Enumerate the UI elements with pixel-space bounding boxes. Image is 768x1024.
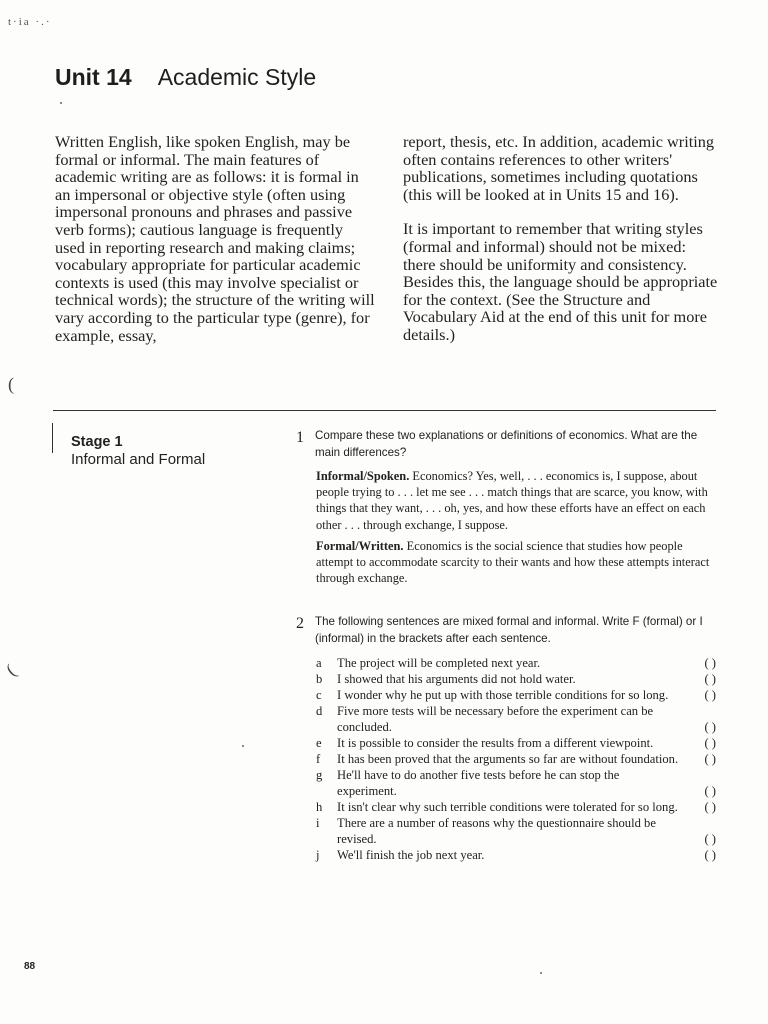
stage-heading bbox=[71, 433, 205, 469]
intro-paragraph-right-2: It is important to remember that writing styles (formal and informal) should not be mixed: there should be uniformity and consistency. Besides this, the language should be appropriate for the context. (See the Structure and Vocabulary Aid at the end of this unit for more details.) bbox=[403, 219, 718, 344]
list-item bbox=[316, 671, 716, 687]
stage-title: Stage 1 bbox=[71, 434, 123, 450]
answer-bracket[interactable]: ( ) bbox=[704, 672, 716, 686]
answer-bracket[interactable]: ( ) bbox=[704, 800, 716, 814]
item-text: The project will be completed next year. bbox=[337, 656, 541, 670]
answer-bracket[interactable]: ( ) bbox=[704, 656, 716, 670]
intro-paragraph-left: Written English, like spoken English, may be formal or informal. The main features of academic writing are as follows: it is formal in an impersonal or objective style (often using impersonal pronouns and phrases and passive verb forms); cautious language is frequently used in reporting research and making claims; vocabulary appropriate for particular academic contexts is used (this may involve specialist or technical words); the structure of the writing will vary according to the particular type (genre), for example, essay, bbox=[55, 132, 375, 345]
informal-label: Informal/Spoken. bbox=[316, 469, 410, 483]
list-item bbox=[316, 799, 716, 815]
answer-bracket[interactable]: ( ) bbox=[704, 832, 716, 846]
speck bbox=[540, 972, 542, 974]
item-text: There are a number of reasons why the questionnaire should be revised. bbox=[337, 816, 656, 846]
answer-bracket[interactable]: ( ) bbox=[704, 784, 716, 798]
list-item bbox=[316, 815, 716, 847]
speck bbox=[242, 745, 244, 747]
exercise-1-texts bbox=[316, 468, 718, 591]
item-text: It isn't clear why such terrible conditions were tolerated for so long. bbox=[337, 800, 678, 814]
item-letter: f bbox=[316, 752, 321, 766]
answer-bracket[interactable]: ( ) bbox=[704, 752, 716, 766]
item-text: I wonder why he put up with those terrible conditions for so long. bbox=[337, 688, 669, 702]
section-divider bbox=[53, 410, 716, 411]
margin-bracket-mark: ( bbox=[8, 374, 14, 394]
answer-bracket[interactable]: ( ) bbox=[704, 848, 716, 862]
page-number: 88 bbox=[24, 961, 36, 972]
item-letter: j bbox=[316, 848, 320, 862]
item-letter: i bbox=[316, 816, 320, 830]
exercise-2-instruction: The following sentences are mixed formal and informal. Write F (formal) or I (informal) in the brackets after each sentence. bbox=[315, 615, 703, 645]
formal-definition bbox=[316, 538, 718, 587]
stage-side-bar bbox=[52, 423, 53, 453]
speck bbox=[60, 102, 62, 104]
item-letter: d bbox=[316, 704, 323, 718]
formal-label: Formal/Written. bbox=[316, 538, 404, 553]
list-item bbox=[316, 767, 716, 799]
exercise-2-number: 2 bbox=[296, 615, 304, 632]
item-text: It is possible to consider the results from a different viewpoint. bbox=[337, 736, 654, 750]
scan-marks: t·ia ·.· bbox=[8, 16, 52, 28]
answer-bracket[interactable]: ( ) bbox=[704, 720, 716, 734]
item-letter: c bbox=[316, 688, 322, 702]
intro-column-right bbox=[403, 133, 721, 361]
item-text: Five more tests will be necessary before the experiment can be concluded. bbox=[337, 704, 654, 734]
intro-column-left bbox=[55, 133, 375, 361]
list-item bbox=[316, 703, 716, 735]
item-text: I showed that his arguments did not hold water. bbox=[337, 672, 576, 686]
exercise-1-instruction: Compare these two explanations or definitions of economics. What are the main differences? bbox=[315, 429, 698, 459]
item-text: He'll have to do another five tests before he can stop the experiment. bbox=[337, 768, 620, 798]
item-text: We'll finish the job next year. bbox=[337, 848, 485, 862]
stage-subtitle: Informal and Formal bbox=[71, 451, 206, 468]
formal-text: Economics is the social science that studies how people attempt to accommodate scarcity to their wants and how these attempts interact through exchange. bbox=[316, 538, 710, 586]
informal-definition bbox=[316, 468, 718, 533]
list-item bbox=[316, 655, 716, 671]
intro-paragraph-right-1: report, thesis, etc. In addition, academic writing often contains references to other writers' publications, sometimes including quotations (this will be looked at in Units 15 and 16). bbox=[403, 132, 715, 204]
item-letter: b bbox=[316, 672, 323, 686]
unit-heading bbox=[55, 64, 316, 91]
list-item bbox=[316, 735, 716, 751]
margin-hook-mark: ( bbox=[1, 660, 20, 680]
unit-number: Unit 14 bbox=[55, 64, 132, 90]
list-item bbox=[316, 847, 716, 863]
answer-bracket[interactable]: ( ) bbox=[704, 688, 716, 702]
answer-bracket[interactable]: ( ) bbox=[704, 736, 716, 750]
informal-text: Economics? Yes, well, . . . economics is, I suppose, about people trying to . . . let me see . . . match things that are scarce, you know, with things that they want, . . . oh, yes, and how these efforts have an effect on each other . . . through exchange, I suppose. bbox=[316, 469, 708, 532]
item-letter: h bbox=[316, 800, 323, 814]
exercise-1-number: 1 bbox=[296, 429, 304, 446]
item-letter: e bbox=[316, 736, 322, 750]
item-letter: a bbox=[316, 656, 322, 670]
unit-title: Academic Style bbox=[157, 64, 317, 90]
list-item bbox=[316, 751, 716, 767]
exercise-2-sentence-list bbox=[316, 655, 716, 863]
item-letter: g bbox=[316, 768, 323, 782]
item-text: It has been proved that the arguments so far are without foundation. bbox=[337, 752, 679, 766]
list-item bbox=[316, 687, 716, 703]
